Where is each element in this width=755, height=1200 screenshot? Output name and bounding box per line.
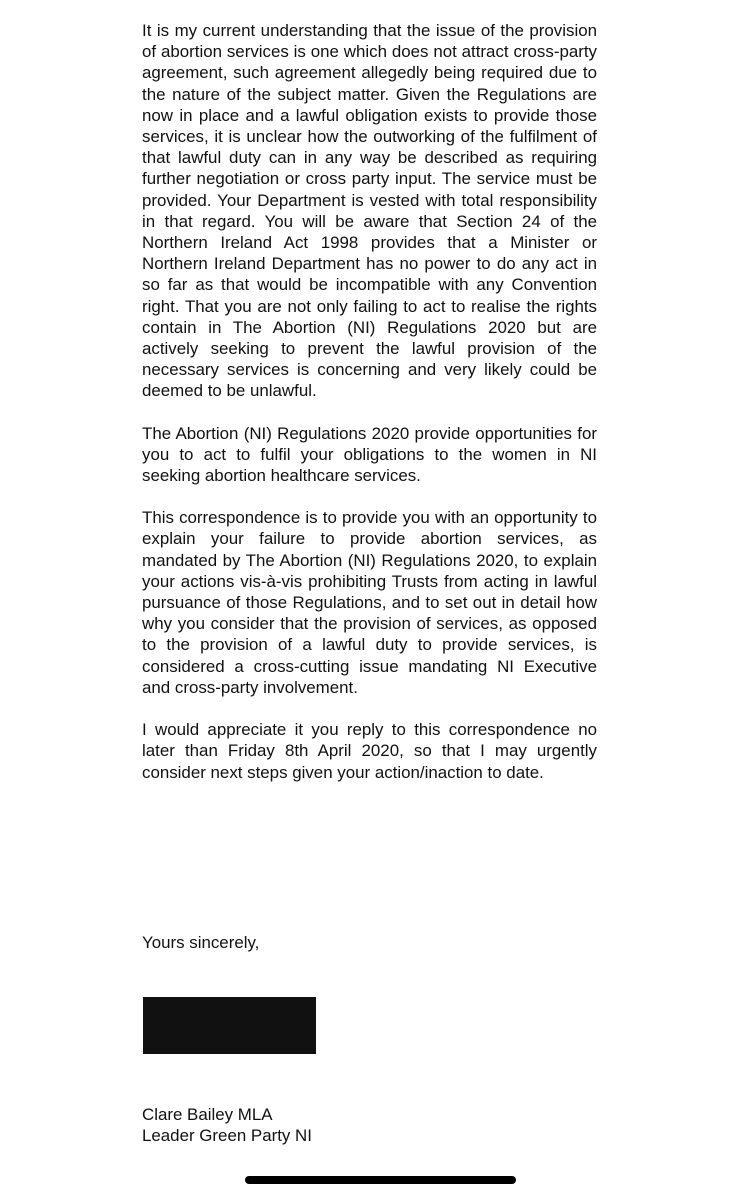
signatory-name: Clare Bailey MLA (142, 1105, 273, 1124)
paragraph-regulations-opportunities: The Abortion (NI) Regulations 2020 provide opportunities for you to act to fulfil your obligations to the women in NI seeking abortion healthcare services. (142, 423, 597, 486)
paragraph-section-24: It is my current understanding that the issue of the provision of abortion services is one which does not attract cross-party agreement, such agreement allegedly being required due to the nature of the subject matter. Given the Regulations are now in place and a lawful obligation exists to provide those services, it is unclear how the outworking of the fulfilment of that lawful duty can in any way be described as requiring further negotiation or cross party input. The service must be provided. Your Department is vested with total responsibility in that regard. You will be aware that Section 24 of the Northern Ireland Act 1998 provides that a Minister or Northern Ireland Department has no power to do any act in so far as that would be incompatible with any Convention right. That you are not only failing to act to realise the rights contain in The Abortion (NI) Regulations 2020 but are actively seeking to prevent the lawful provision of the necessary services is concerning and very likely could be deemed to be unlawful. (142, 21, 597, 401)
letter-body (142, 20, 597, 783)
paragraph-request-explanation: This correspondence is to provide you with an opportunity to explain your failure to provide abortion services, as mandated by The Abortion (NI) Regulations 2020, to explain your actions vis-à-vis prohibiting Trusts from acting in lawful pursuance of those Regulations, and to set out in detail how why you consider that the provision of services, as opposed to the provision of a lawful duty to provide services, is considered a cross-cutting issue mandating NI Executive and cross-party involvement. (142, 508, 597, 697)
redacted-signature (143, 997, 316, 1054)
home-indicator-bar[interactable] (245, 1176, 516, 1184)
paragraph-reply-deadline: I would appreciate it you reply to this correspondence no later than Friday 8th April 2020, so that I may urgently consider next steps given your action/inaction to date. (142, 720, 597, 782)
signatory-title: Leader Green Party NI (142, 1126, 312, 1146)
signature-block (142, 1104, 312, 1146)
closing-salutation: Yours sincerely, (142, 933, 260, 952)
